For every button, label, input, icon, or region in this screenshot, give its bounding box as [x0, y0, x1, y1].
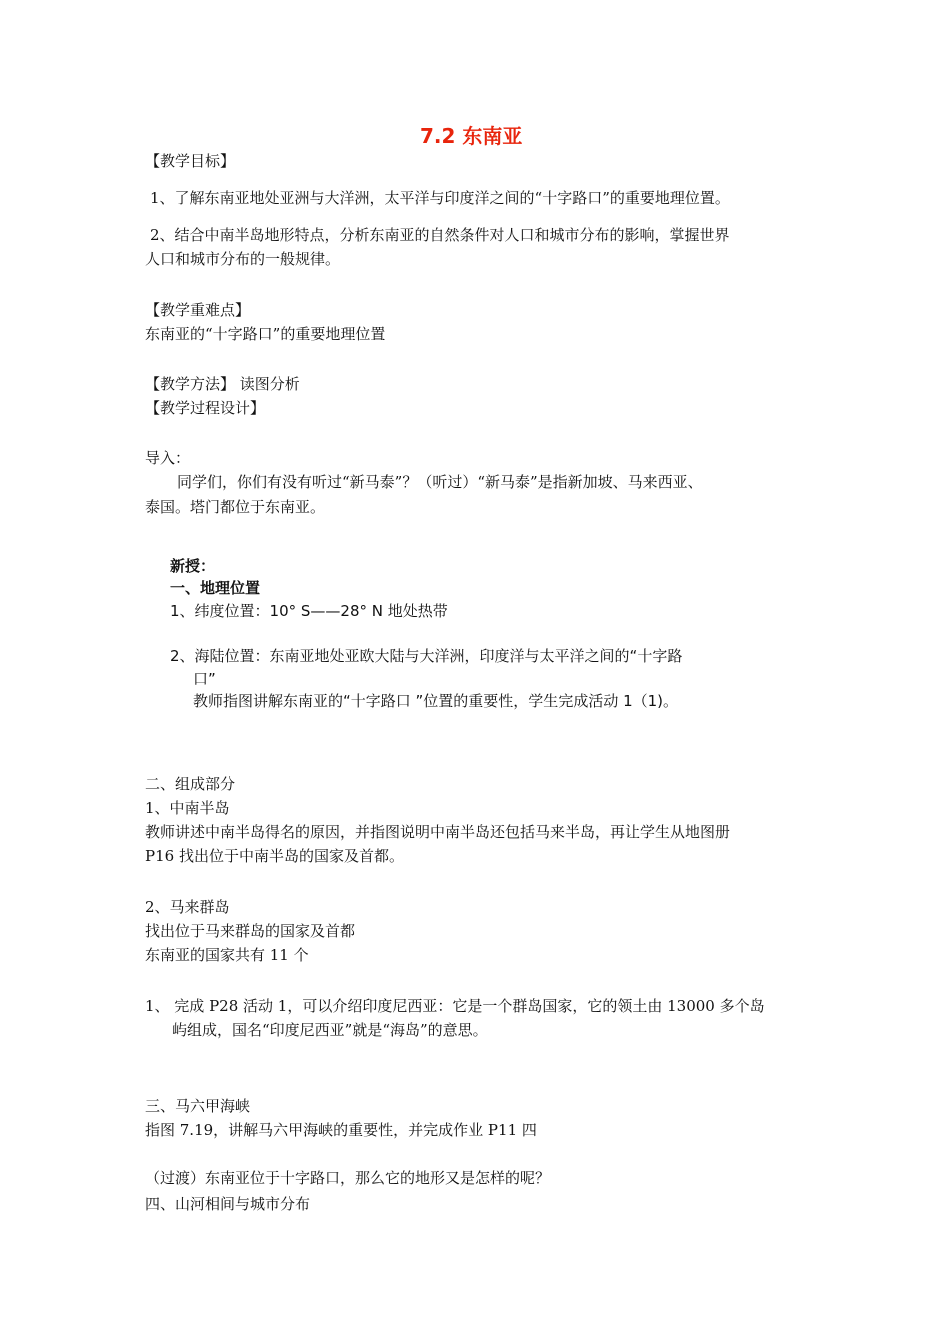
indochina-text-line-2: P16 找出位于中南半岛的国家及首都。 [145, 847, 404, 865]
subsection-indochina: 1、中南半岛 [145, 799, 230, 817]
key-points-heading: 【教学重难点】 [145, 301, 251, 319]
intro-line-2: 泰国。塔门都位于东南亚。 [145, 498, 326, 516]
activity-line-1: 1、 完成 P28 活动 1，可以介绍印度尼西亚：它是一个群岛国家，它的领土由 13000 多个岛 [145, 997, 765, 1015]
malay-text-line-1: 找出位于马来群岛的国家及首都 [145, 922, 356, 940]
transition-line: （过渡）东南亚位于十字路口，那么它的地形又是怎样的呢？ [145, 1169, 551, 1187]
new-lesson-heading: 新授： [170, 557, 216, 575]
indochina-text-line-1: 教师讲述中南半岛得名的原因，并指图说明中南半岛还包括马来半岛，再让学生从地图册 [145, 823, 731, 841]
process-heading: 【教学过程设计】 [145, 399, 266, 417]
intro-label: 导入： [145, 449, 191, 467]
goal-item-2-line-2: 人口和城市分布的一般规律。 [145, 250, 341, 268]
malay-text-line-2: 东南亚的国家共有 11 个 [145, 946, 309, 964]
section-2-heading: 二、组成部分 [145, 775, 236, 793]
section-1-heading: 一、地理位置 [170, 579, 261, 597]
key-points-text: 东南亚的“十字路口”的重要地理位置 [145, 325, 386, 343]
page-title: 7.2 东南亚 [420, 124, 523, 148]
section-3-heading: 三、马六甲海峡 [145, 1097, 251, 1115]
method-line: 【教学方法】 读图分析 [145, 375, 300, 393]
goals-heading: 【教学目标】 [145, 152, 236, 170]
activity-line-2: 屿组成，国名“印度尼西亚”就是“海岛”的意思。 [172, 1021, 488, 1039]
sea-land-position-line-1: 2、海陆位置：东南亚地处亚欧大陆与大洋洲，印度洋与太平洋之间的“十字路 [170, 647, 683, 665]
section-4-heading: 四、山河相间与城市分布 [145, 1195, 311, 1213]
latitude-position: 1、纬度位置：10° S——28° N 地处热带 [170, 602, 448, 620]
goal-item-2-line-1: 2、结合中南半岛地形特点，分析东南亚的自然条件对人口和城市分布的影响，掌握世界 [150, 226, 730, 244]
sea-land-position-line-2: 口” [193, 670, 216, 688]
intro-line-1: 同学们，你们有没有听过“新马泰”？（听过）“新马泰”是指新加坡、马来西亚、 [177, 473, 703, 491]
section-3-text: 指图 7.19，讲解马六甲海峡的重要性，并完成作业 P11 四 [145, 1121, 537, 1139]
teacher-note: 教师指图讲解东南亚的“十字路口 ”位置的重要性，学生完成活动 1（1)。 [193, 692, 679, 710]
goal-item-1: 1、了解东南亚地处亚洲与大洋洲，太平洋与印度洋之间的“十字路口”的重要地理位置。 [150, 189, 730, 207]
subsection-malay-archipelago: 2、马来群岛 [145, 898, 230, 916]
